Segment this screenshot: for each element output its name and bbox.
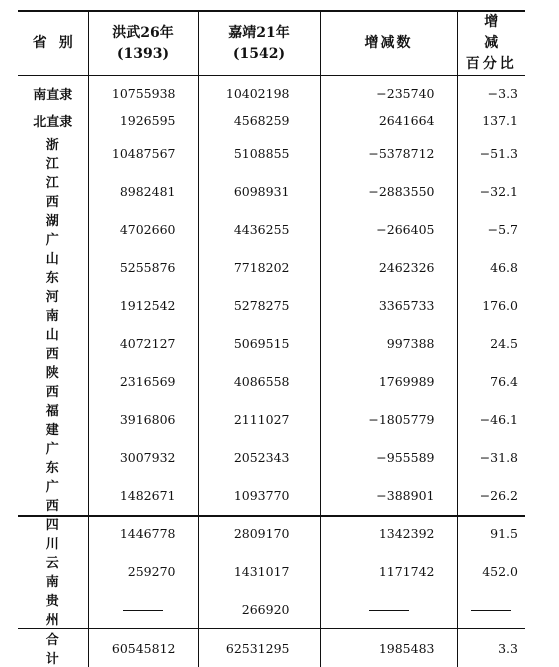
cell-percent: 46.8 [457, 248, 525, 286]
cell-1542: 62531295 [198, 629, 320, 667]
cell-1542: 4086558 [198, 362, 320, 400]
cell-1393: 5255876 [88, 248, 198, 286]
table-body [18, 76, 525, 667]
table-row [18, 210, 525, 248]
table-row [18, 438, 525, 476]
cell-1393: 10487567 [88, 134, 198, 172]
cell-province: 山东 [18, 248, 88, 286]
cell-1542: 5278275 [198, 286, 320, 324]
cell-1393: 10755938 [88, 76, 198, 108]
cell-percent: 176.0 [457, 286, 525, 324]
cell-change: 997388 [320, 324, 457, 362]
cell-percent: −32.1 [457, 172, 525, 210]
cell-1542: 2809170 [198, 514, 320, 552]
header-year-1542-name: 嘉靖21年 [199, 23, 320, 44]
cell-province: 河南 [18, 286, 88, 324]
cell-1542: 5108855 [198, 134, 320, 172]
table-row [18, 172, 525, 210]
cell-1393: 1912542 [88, 286, 198, 324]
cell-1542: 1093770 [198, 476, 320, 514]
table-row [18, 552, 525, 590]
cell-percent: −3.3 [457, 76, 525, 108]
table-row [18, 590, 525, 629]
cell-1393: 1926595 [88, 107, 198, 134]
cell-percent: −51.3 [457, 134, 525, 172]
cell-1393 [88, 590, 198, 629]
cell-change: −955589 [320, 438, 457, 476]
cell-percent: 24.5 [457, 324, 525, 362]
cell-1393: 1482671 [88, 476, 198, 514]
cell-province: 山西 [18, 324, 88, 362]
cell-province: 云南 [18, 552, 88, 590]
table-row [18, 476, 525, 514]
cell-province: 广西 [18, 476, 88, 514]
cell-change: 1342392 [320, 514, 457, 552]
cell-province: 南直隶 [18, 76, 88, 108]
header-percent-line2: 百分比 [458, 54, 526, 75]
cell-1393: 8982481 [88, 172, 198, 210]
cell-1542: 2052343 [198, 438, 320, 476]
cell-change [320, 590, 457, 629]
cell-province: 江西 [18, 172, 88, 210]
header-year-1393-name: 洪武26年 [89, 23, 198, 44]
cell-1542: 266920 [198, 590, 320, 629]
cell-1542: 5069515 [198, 324, 320, 362]
header-percent [457, 12, 525, 76]
table-row [18, 248, 525, 286]
cell-province: 北直隶 [18, 107, 88, 134]
cell-change: 1985483 [320, 629, 457, 667]
table-row [18, 400, 525, 438]
cell-province: 广东 [18, 438, 88, 476]
cell-change: −1805779 [320, 400, 457, 438]
table-row [18, 286, 525, 324]
cell-percent: 3.3 [457, 629, 525, 667]
cell-percent: −5.7 [457, 210, 525, 248]
cell-1393: 2316569 [88, 362, 198, 400]
empty-value-dash [471, 610, 511, 611]
cell-percent: 137.1 [457, 107, 525, 134]
table-row [18, 324, 525, 362]
cell-province: 陕西 [18, 362, 88, 400]
cell-province: 合计 [18, 629, 88, 667]
header-year-1542 [198, 12, 320, 76]
cell-1393: 4702660 [88, 210, 198, 248]
cell-1542: 6098931 [198, 172, 320, 210]
cell-change: −5378712 [320, 134, 457, 172]
cell-change: 1171742 [320, 552, 457, 590]
cell-percent [457, 590, 525, 629]
table-header-row [18, 12, 525, 76]
table-bottom-rule [18, 515, 525, 517]
cell-1393: 60545812 [88, 629, 198, 667]
cell-1542: 2111027 [198, 400, 320, 438]
cell-1393: 4072127 [88, 324, 198, 362]
header-percent-line1: 增减 [458, 12, 526, 54]
cell-change: −388901 [320, 476, 457, 514]
header-year-1542-ad: (1542) [199, 44, 320, 65]
cell-1542: 4436255 [198, 210, 320, 248]
table-row [18, 107, 525, 134]
cell-1393: 259270 [88, 552, 198, 590]
cell-change: −2883550 [320, 172, 457, 210]
cell-percent: −26.2 [457, 476, 525, 514]
header-year-1393 [88, 12, 198, 76]
empty-value-dash [123, 610, 163, 611]
cell-change: 2462326 [320, 248, 457, 286]
cell-1393: 1446778 [88, 514, 198, 552]
cell-1542: 1431017 [198, 552, 320, 590]
table-row [18, 76, 525, 108]
cell-province: 四川 [18, 514, 88, 552]
header-change: 增减数 [320, 12, 457, 76]
cell-percent: 91.5 [457, 514, 525, 552]
cell-province: 浙江 [18, 134, 88, 172]
cell-1542: 7718202 [198, 248, 320, 286]
cell-1393: 3007932 [88, 438, 198, 476]
cell-1393: 3916806 [88, 400, 198, 438]
cell-percent: −31.8 [457, 438, 525, 476]
table-row [18, 514, 525, 552]
cell-province: 福建 [18, 400, 88, 438]
header-year-1393-ad: (1393) [89, 44, 198, 65]
total-row [18, 629, 525, 667]
cell-1542: 10402198 [198, 76, 320, 108]
empty-value-dash [369, 610, 409, 611]
cell-province: 贵州 [18, 590, 88, 629]
table-row [18, 134, 525, 172]
cell-change: −235740 [320, 76, 457, 108]
cell-change: 3365733 [320, 286, 457, 324]
header-province: 省别 [18, 12, 88, 76]
cell-change: 2641664 [320, 107, 457, 134]
population-change-table [18, 12, 525, 667]
cell-change: 1769989 [320, 362, 457, 400]
cell-change: −266405 [320, 210, 457, 248]
cell-province: 湖广 [18, 210, 88, 248]
cell-percent: 452.0 [457, 552, 525, 590]
table-row [18, 362, 525, 400]
cell-1542: 4568259 [198, 107, 320, 134]
cell-percent: 76.4 [457, 362, 525, 400]
cell-percent: −46.1 [457, 400, 525, 438]
